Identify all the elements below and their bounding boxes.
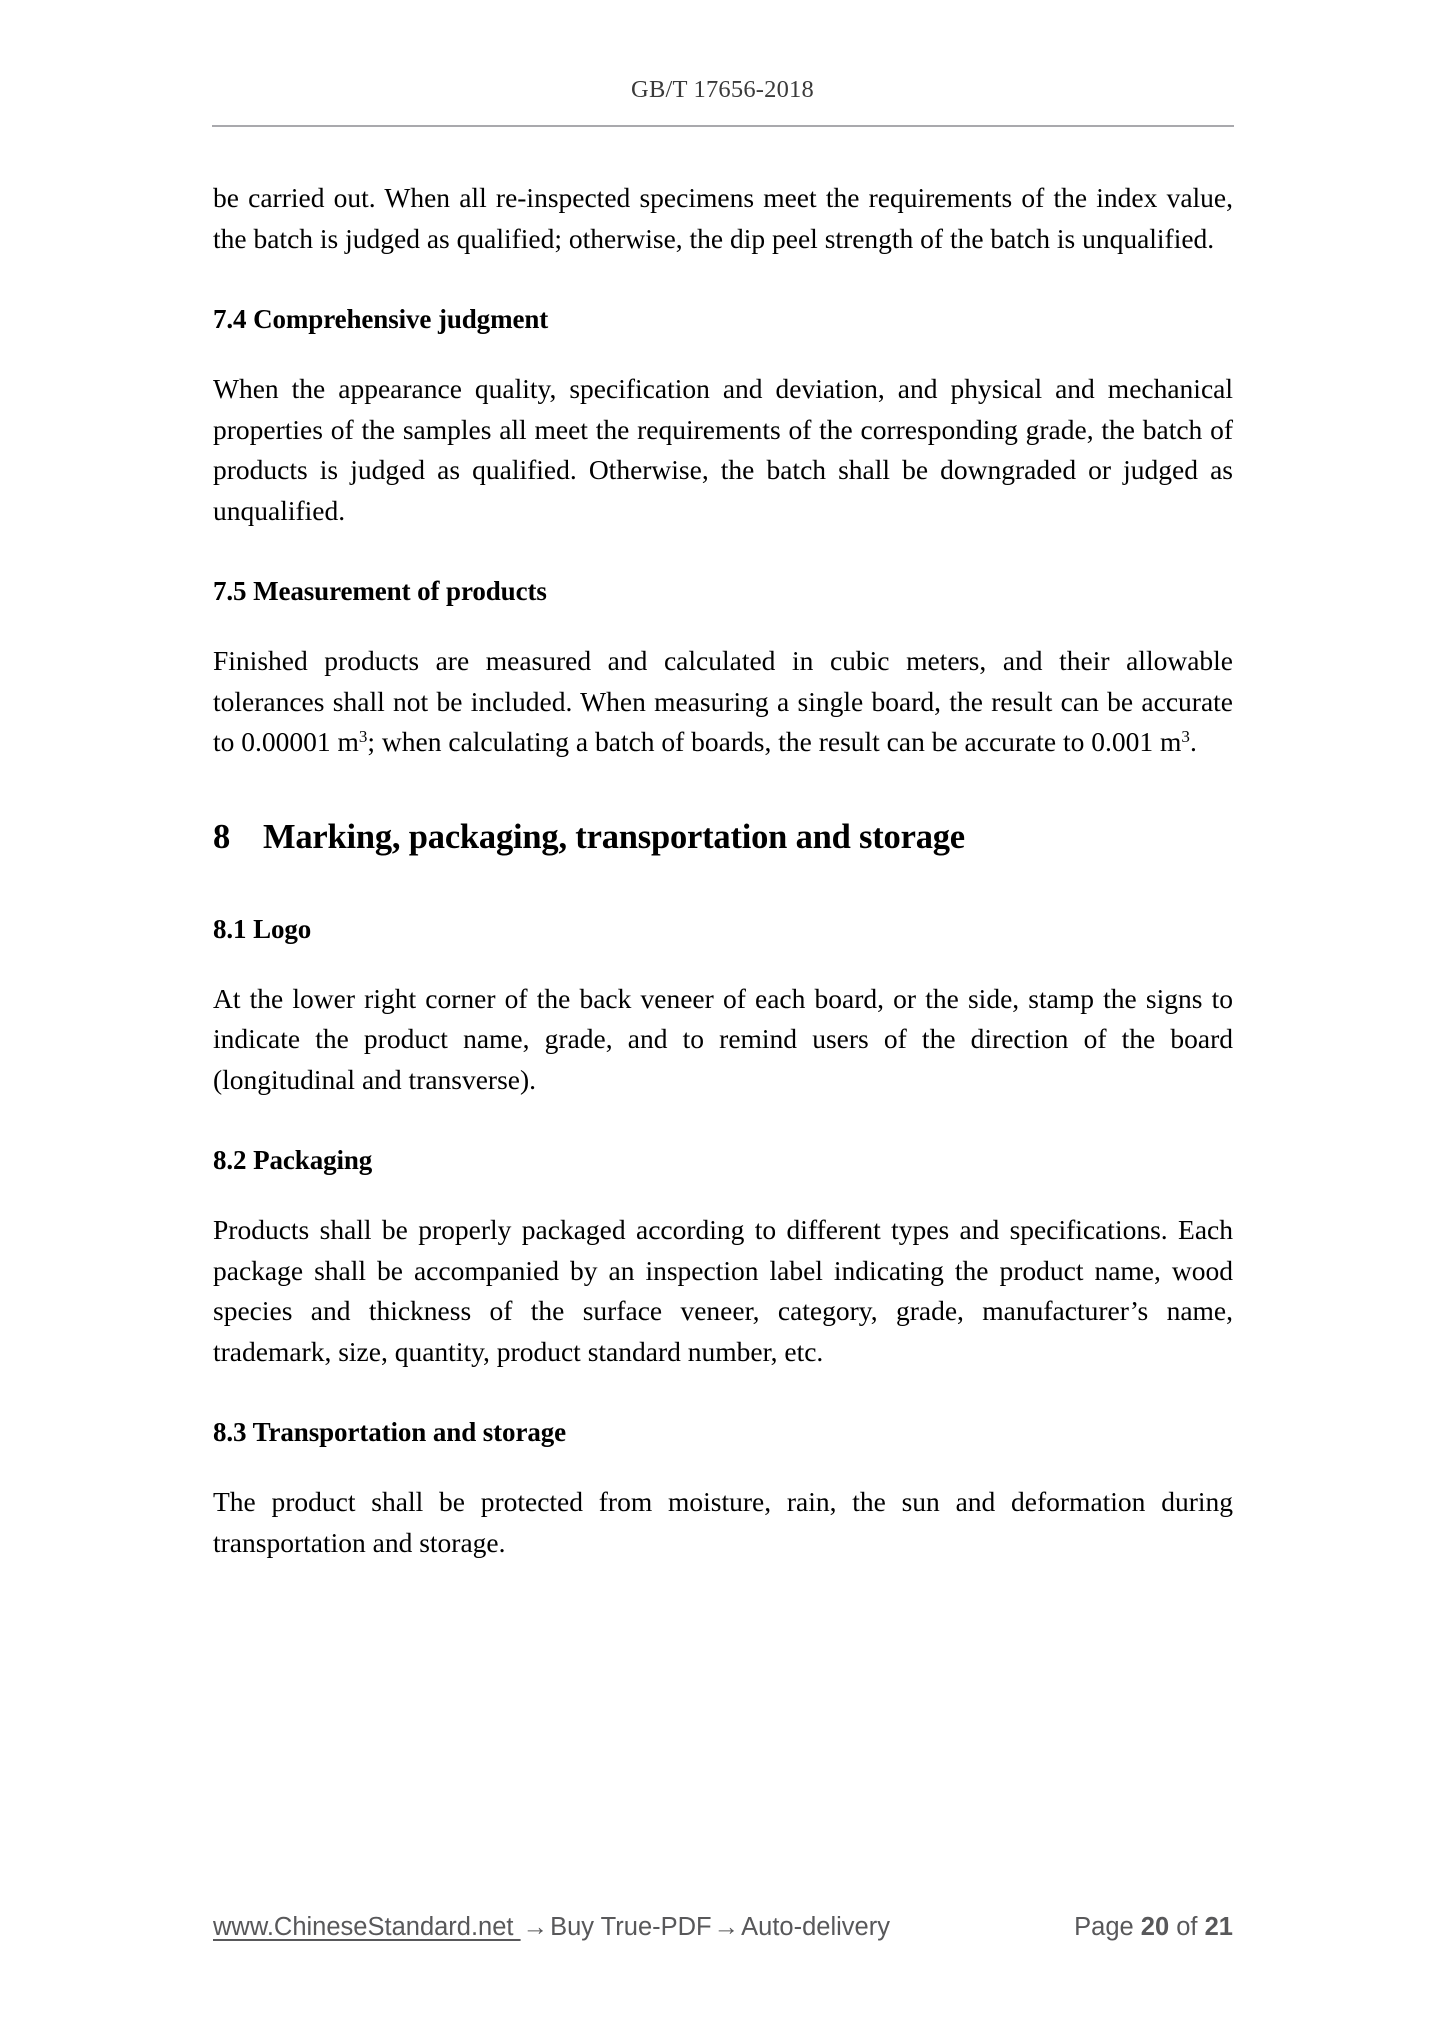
auto-delivery-label: Auto-delivery [741,1913,890,1941]
page-word-label: Page [1074,1913,1134,1941]
page-total-number: 21 [1204,1913,1233,1941]
spacer [213,1100,1233,1142]
spacer [213,337,1233,369]
spacer [213,859,1233,911]
spacer [213,1450,1233,1482]
buy-true-pdf-label: Buy True-PDF [550,1913,712,1941]
spacer [213,1178,1233,1210]
document-content [213,178,1233,1563]
heading-8-2: 8.2 Packaging [213,1145,373,1175]
paragraph-8-3: The product shall be protected from moisture, rain, the sun and deformation during transportation and storage. [213,1486,1233,1558]
standard-number-title: GB/T 17656-2018 [631,76,814,103]
paragraph-7-5-part2: ; when calculating a batch of boards, the result can be accurate to 0.001 m [367,726,1182,757]
page-indicator [1074,1915,1233,1941]
arrow-right-icon: → [713,1913,740,1941]
page-current-number: 20 [1140,1913,1170,1941]
section-8-title: Marking, packaging, transportation and storage [263,817,965,856]
paragraph-7-5-part1: Finished products are measured and calculated in cubic meters, and their allowable tolerances shall not be included. When measuring a single board, the result can be accurate to 0.00001 m [213,645,1233,757]
cubic-meter-superscript: 3 [1181,727,1190,747]
heading-7-5: 7.5 Measurement of products [213,576,547,606]
spacer [213,763,1233,815]
page-header [0,0,1445,127]
paragraph-continued: be carried out. When all re-inspected specimens meet the requirements of the index value, the batch is judged as qualified; otherwise, the dip peel strength of the batch is unqualified. [213,182,1233,254]
spacer [213,531,1233,573]
page-footer [213,1915,1233,1941]
section-8-number: 8 [213,817,231,856]
spacer [213,1372,1233,1414]
heading-7-4: 7.4 Comprehensive judgment [213,304,549,334]
heading-8-3: 8.3 Transportation and storage [213,1417,567,1447]
page-of-label: of [1176,1913,1198,1941]
spacer [213,947,1233,979]
chinese-standard-link[interactable]: www.ChineseStandard.net [213,1913,521,1941]
arrow-right-icon: → [522,1913,549,1941]
heading-section-8 [213,815,1233,859]
spacer [213,609,1233,641]
paragraph-7-5-part3: . [1189,726,1197,757]
paragraph-8-1: At the lower right corner of the back veneer of each board, or the side, stamp the signs to indicate the product name, grade, and to remind users of the direction of the board (longitudinal and transverse). [213,982,1233,1095]
footer-promo [213,1915,890,1941]
spacer [213,259,1233,301]
paragraph-7-4: When the appearance quality, specification and deviation, and physical and mechanical properties of the samples all meet the requirements of the corresponding grade, the batch of products is judged as qualified. Otherwise, the batch shall be downgraded or judged as unqualified. [213,373,1233,526]
cubic-meter-superscript: 3 [358,727,368,747]
paragraph-7-5 [213,641,1233,763]
heading-8-1: 8.1 Logo [213,913,312,944]
paragraph-8-2: Products shall be properly packaged according to different types and specifications. Each package shall be accompanied by an inspection label indicating the product name, wood species and thickness of the surface veneer, category, grade, manufacturer’s name, trademark, size, quantity, product standard number, etc. [213,1214,1233,1367]
header-divider [212,125,1234,127]
